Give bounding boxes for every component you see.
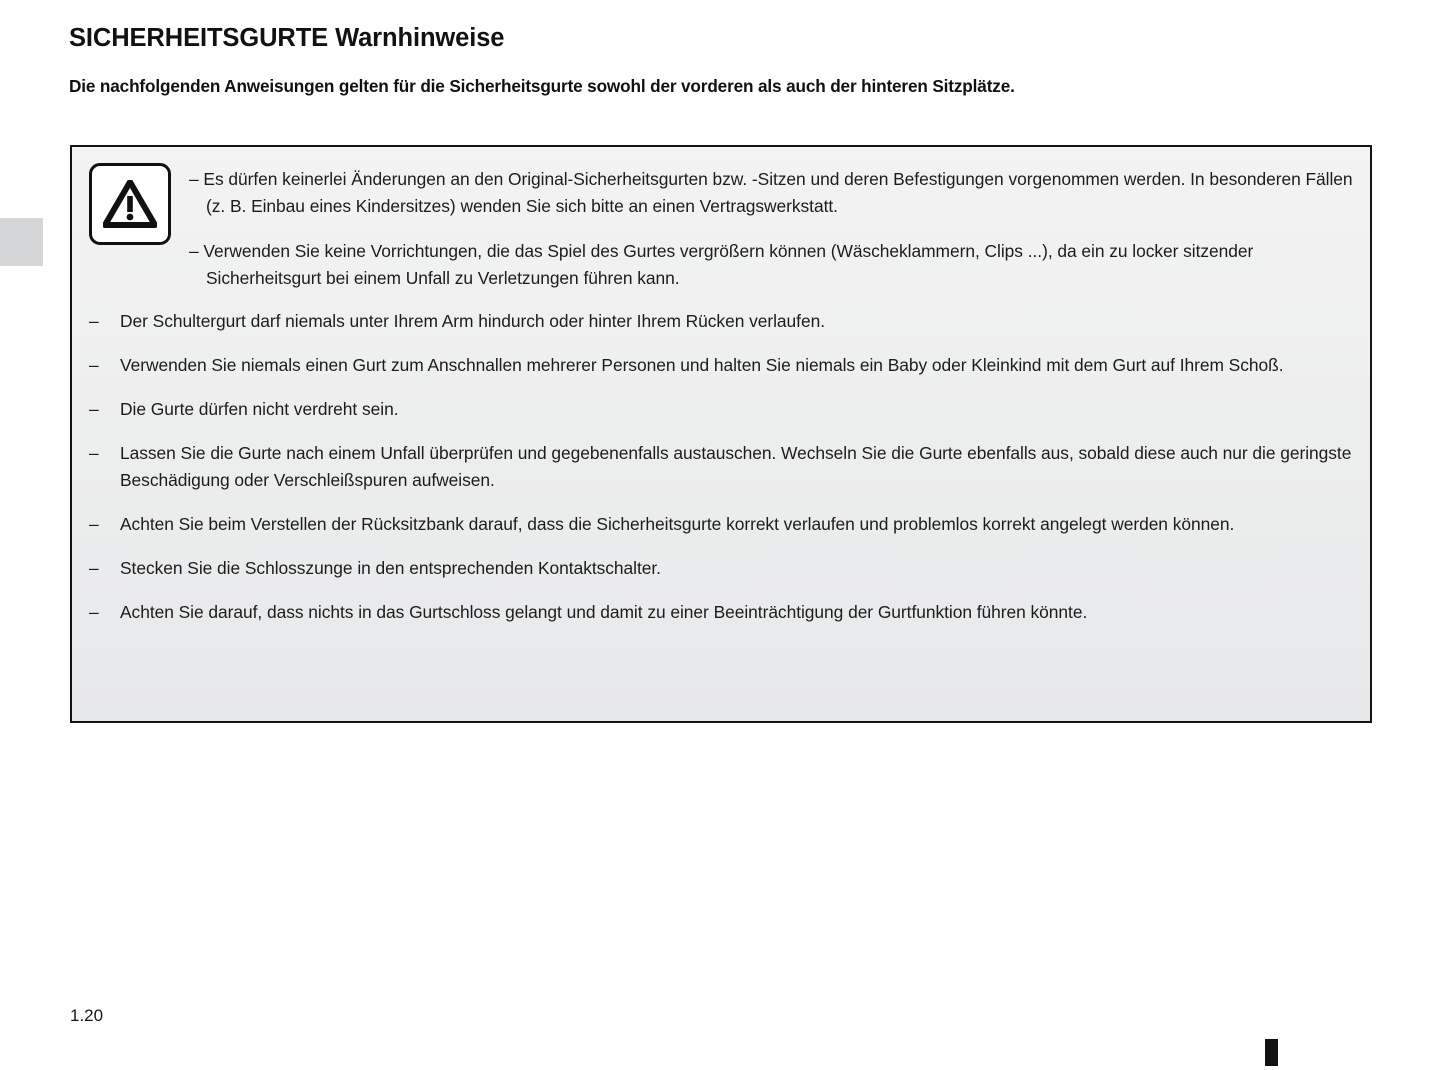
list-item [89,511,1354,538]
bullet-marker: – [89,443,99,463]
list-item [89,599,1354,626]
warning-bullet-list [72,292,1370,626]
list-item-text: Der Schultergurt darf niemals unter Ihrem Arm hindurch oder hinter Ihrem Rücken verlaufen. [120,311,825,331]
list-item-text: Achten Sie darauf, dass nichts in das Gurtschloss gelangt und damit zu einer Beeinträchtigung der Gurtfunktion führen könnte. [120,602,1088,622]
list-item-text: Achten Sie beim Verstellen der Rücksitzbank darauf, dass die Sicherheitsgurte korrekt verlaufen und problemlos korrekt angelegt werden können. [120,514,1235,534]
bullet-marker: – [89,514,99,534]
list-item [89,396,1354,423]
page-title-rest: Warnhinweise [328,24,505,52]
corner-index-mark [1265,1039,1278,1066]
page-title-keyword: SICHERHEITSGURTE [69,24,329,52]
list-item-text: Die Gurte dürfen nicht verdreht sein. [120,399,399,419]
list-item-text: Stecken Sie die Schlosszunge in den entsprechenden Kontaktschalter. [120,558,661,578]
warning-box [70,145,1372,723]
list-item [89,440,1354,494]
bullet-marker: – [89,311,99,331]
page-number: 1.20 [70,1006,104,1025]
section-edge-tab [0,218,43,266]
warning-header [72,147,1370,292]
list-item-text: Lassen Sie die Gurte nach einem Unfall überprüfen und gegebenenfalls austauschen. Wechseln Sie die Gurte ebenfalls aus, sobald diese auch nur die geringste Beschädigung oder Verschleißspuren aufweisen. [120,443,1352,490]
bullet-marker: – [89,558,99,578]
bullet-marker: – [89,399,99,419]
list-item-text: Verwenden Sie niemals einen Gurt zum Anschnallen mehrerer Personen und halten Sie niemals ein Baby oder Kleinkind mit dem Gurt auf Ihrem Schoß. [120,355,1284,375]
warning-paragraph-text: – Verwenden Sie keine Vorrichtungen, die das Spiel des Gurtes vergrößern können (Wäscheklammern, Clips ...), da ein zu locker sitzender Sicherheitsgurt bei einem Unfall zu Verletzungen führen kann. [189,241,1254,288]
page-title [69,24,504,53]
list-item [89,308,1354,335]
warning-paragraph [189,238,1354,292]
bullet-marker: – [89,355,99,375]
list-item [89,352,1354,379]
bullet-marker: – [89,602,99,622]
page-subtitle: Die nachfolgenden Anweisungen gelten für die Sicherheitsgurte sowohl der vorderen als auch der hinteren Sitzplätze. [69,76,1015,96]
warning-triangle-icon [89,163,171,245]
warning-header-text [171,161,1354,292]
warning-paragraph-text: – Es dürfen keinerlei Änderungen an den Original-Sicherheitsgurten bzw. -Sitzen und deren Befestigungen vorgenommen werden. In besonderen Fällen (z. B. Einbau eines Kindersitzes) wenden Sie sich bitte an einen Vertragswerkstatt. [189,169,1353,216]
warning-paragraph [189,166,1354,220]
list-item [89,555,1354,582]
